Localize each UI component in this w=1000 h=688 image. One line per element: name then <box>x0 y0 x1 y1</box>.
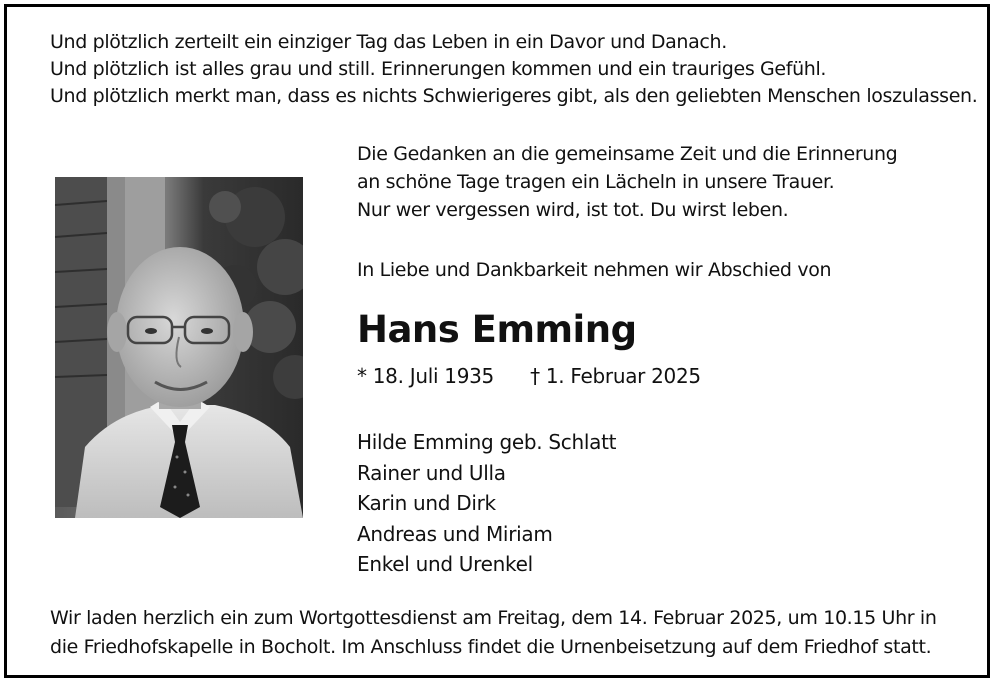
mourner-name: Karin und Dirk <box>357 491 496 515</box>
farewell-text: In Liebe und Dankbarkeit nehmen wir Abschied von <box>357 259 832 281</box>
portrait-illustration <box>55 177 303 518</box>
mourners-list <box>357 427 616 580</box>
mourner-name: Rainer und Ulla <box>357 460 506 485</box>
quote-line-1: Die Gedanken an die gemeinsame Zeit und die Erinnerung <box>357 143 898 165</box>
service-line-2: die Friedhofskapelle in Bocholt. Im Anschluss findet die Urnenbeisetzung auf dem Friedhof statt. <box>50 636 932 658</box>
portrait-photo <box>55 177 303 518</box>
intro-line-1: Und plötzlich zerteilt ein einziger Tag das Leben in ein Davor und Danach. <box>50 31 727 53</box>
deceased-name: Hans Emming <box>357 308 637 351</box>
intro-line-2: Und plötzlich ist alles grau und still. Erinnerungen kommen und ein trauriges Gefühl. <box>50 58 827 80</box>
intro-line-3: Und plötzlich merkt man, dass es nichts Schwierigeres gibt, als den geliebten Menschen loszulassen. <box>50 85 978 107</box>
service-line-1: Wir laden herzlich ein zum Wortgottesdienst am Freitag, dem 14. Februar 2025, um 10.15 Uhr in <box>50 607 937 629</box>
mourner-name: Andreas und Miriam <box>357 521 553 546</box>
quote-line-2: an schöne Tage tragen ein Lächeln in unsere Trauer. <box>357 171 835 193</box>
obituary-card <box>4 4 990 678</box>
mourner-name: Hilde Emming geb. Schlatt <box>357 430 617 454</box>
death-date: † 1. Februar 2025 <box>530 364 701 388</box>
quote-line-3: Nur wer vergessen wird, ist tot. Du wirst leben. <box>357 199 789 221</box>
mourner-name: Enkel und Urenkel <box>357 552 533 576</box>
birth-date: * 18. Juli 1935 <box>357 364 494 388</box>
life-dates <box>357 362 701 390</box>
